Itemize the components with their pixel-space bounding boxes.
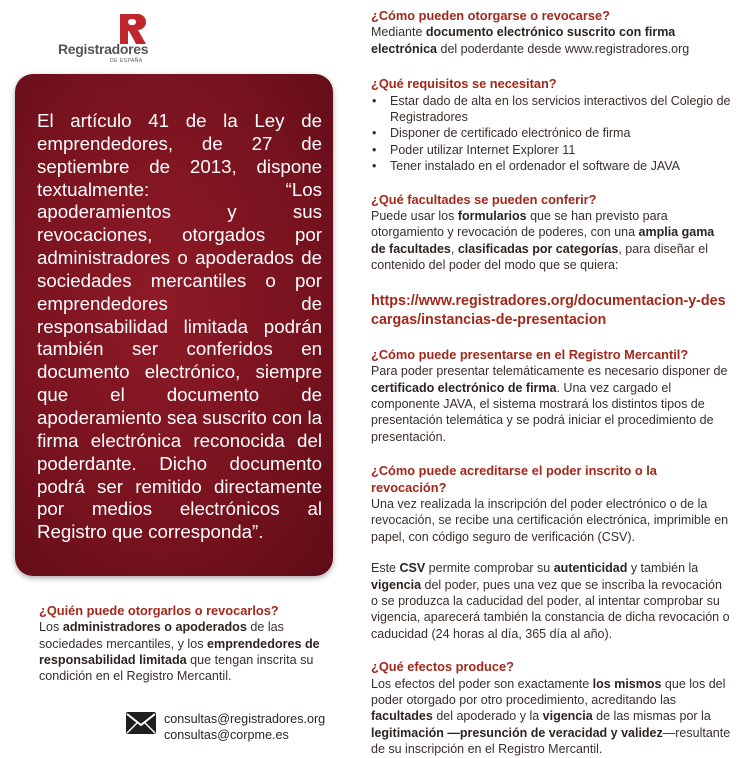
logo-text: Registradores <box>58 41 149 57</box>
list-item: • Tener instalado en el ordenador el software de JAVA <box>371 158 731 174</box>
email-link-registradores[interactable]: consultas@registradores.org <box>164 712 326 726</box>
requirements-section <box>371 76 731 174</box>
how-grant-question: ¿Cómo pueden otorgarse o revocarse? <box>371 8 610 23</box>
accredit-answer: Una vez realizada la inscripción del poder electrónico o de la revocación, se recibe una certificación electrónica, imprimible en papel, con código seguro de verificación (CSV). <box>371 496 729 544</box>
requirements-list <box>371 93 731 175</box>
instancias-url-link[interactable]: https://www.registradores.org/documentacion-y-descargas/instancias-de-presentacion <box>371 292 726 328</box>
registradores-logo <box>58 14 168 70</box>
requirements-question: ¿Qué requisitos se necesitan? <box>371 76 557 92</box>
who-question: ¿Quién puede otorgarlos o revocarlos? <box>39 603 279 618</box>
accredit-section <box>371 463 731 642</box>
powers-answer: Puede usar los formularios que se han previsto para otorgamiento y revocación de poderes, con una amplia gama de facultades, clasificadas por categorías, para diseñar el contenido del poder del modo que se quiera: <box>371 209 715 273</box>
effects-answer: Los efectos del poder son exactamente los mismos que los del poder otorgado por otro procedimiento, acreditando las facultades del apoderado y la vigencia de las mismas por la legitimación —presunción de veracidad y validez—resultante de su inscripción en el Registro Mercantil. <box>371 676 731 757</box>
effects-section <box>371 659 731 757</box>
how-grant-answer: Mediante documento electrónico suscrito con firma electrónica del poderdante desde www.registradores.org <box>371 25 690 56</box>
logo-subtext: DE ESPAÑA <box>110 58 143 64</box>
who-section <box>39 603 339 684</box>
list-item: • Disponer de certificado electrónico de firma <box>371 125 731 141</box>
accredit-question: ¿Cómo puede acreditarse el poder inscrito o la revocación? <box>371 463 657 495</box>
powers-section <box>371 192 731 330</box>
list-item: • Estar dado de alta en los servicios interactivos del Colegio de Registradores <box>371 93 731 126</box>
submit-answer: Para poder presentar telemáticamente es necesario disponer de certificado electrónico de firma. Una vez cargado el componente JAVA, el sistema mostrará los distintos tipos de presentación telemática y se podrá iniciar el procedimiento de presentación. <box>371 364 728 444</box>
logo-mark-icon <box>118 14 146 44</box>
how-grant-section <box>371 8 731 57</box>
submit-question: ¿Cómo puede presentarse en el Registro Mercantil? <box>371 346 689 362</box>
effects-question: ¿Qué efectos produce? <box>371 659 514 675</box>
who-answer: Los administradores o apoderados de las sociedades mercantiles, y los emprendedores de responsabilidad limitada que tengan inscrita su condición en el Registro Mercantil. <box>39 620 320 684</box>
contact-emails <box>164 711 325 743</box>
email-link-corpme[interactable]: consultas@corpme.es <box>164 728 289 742</box>
quote-text: El artículo 41 de la Ley de emprendedores, de 27 de septiembre de 2013, dispone textualmente: “Los apoderamientos y sus revocaciones, otorgados por administradores o apoderados de sociedades mercantiles o por emprendedores de responsabilidad limitada podrán también ser conferidos en documento electrónico, siempre que el documento de apoderamiento sea suscrito con la firma electrónica reconocida del poderdante. Dicho documento podrá ser remitido directamente por medios electrónicos al Registro que corresponda”. <box>37 110 322 543</box>
envelope-icon <box>126 712 156 734</box>
powers-question: ¿Qué facultades se pueden conferir? <box>371 191 597 207</box>
csv-paragraph: Este CSV permite comprobar su autenticidad y también la vigencia del poder, pues una vez que se inscriba la revocación o se produzca la caducidad del poder, al intentar comprobar su vigencia, aparecerá también la constancia de dicha revocación o caducidad (24 horas al día, 365 día al año). <box>371 561 730 641</box>
quote-box <box>15 74 333 576</box>
submit-section <box>371 347 731 445</box>
list-item: • Poder utilizar Internet Explorer 11 <box>371 142 731 158</box>
faq-column <box>371 8 731 758</box>
